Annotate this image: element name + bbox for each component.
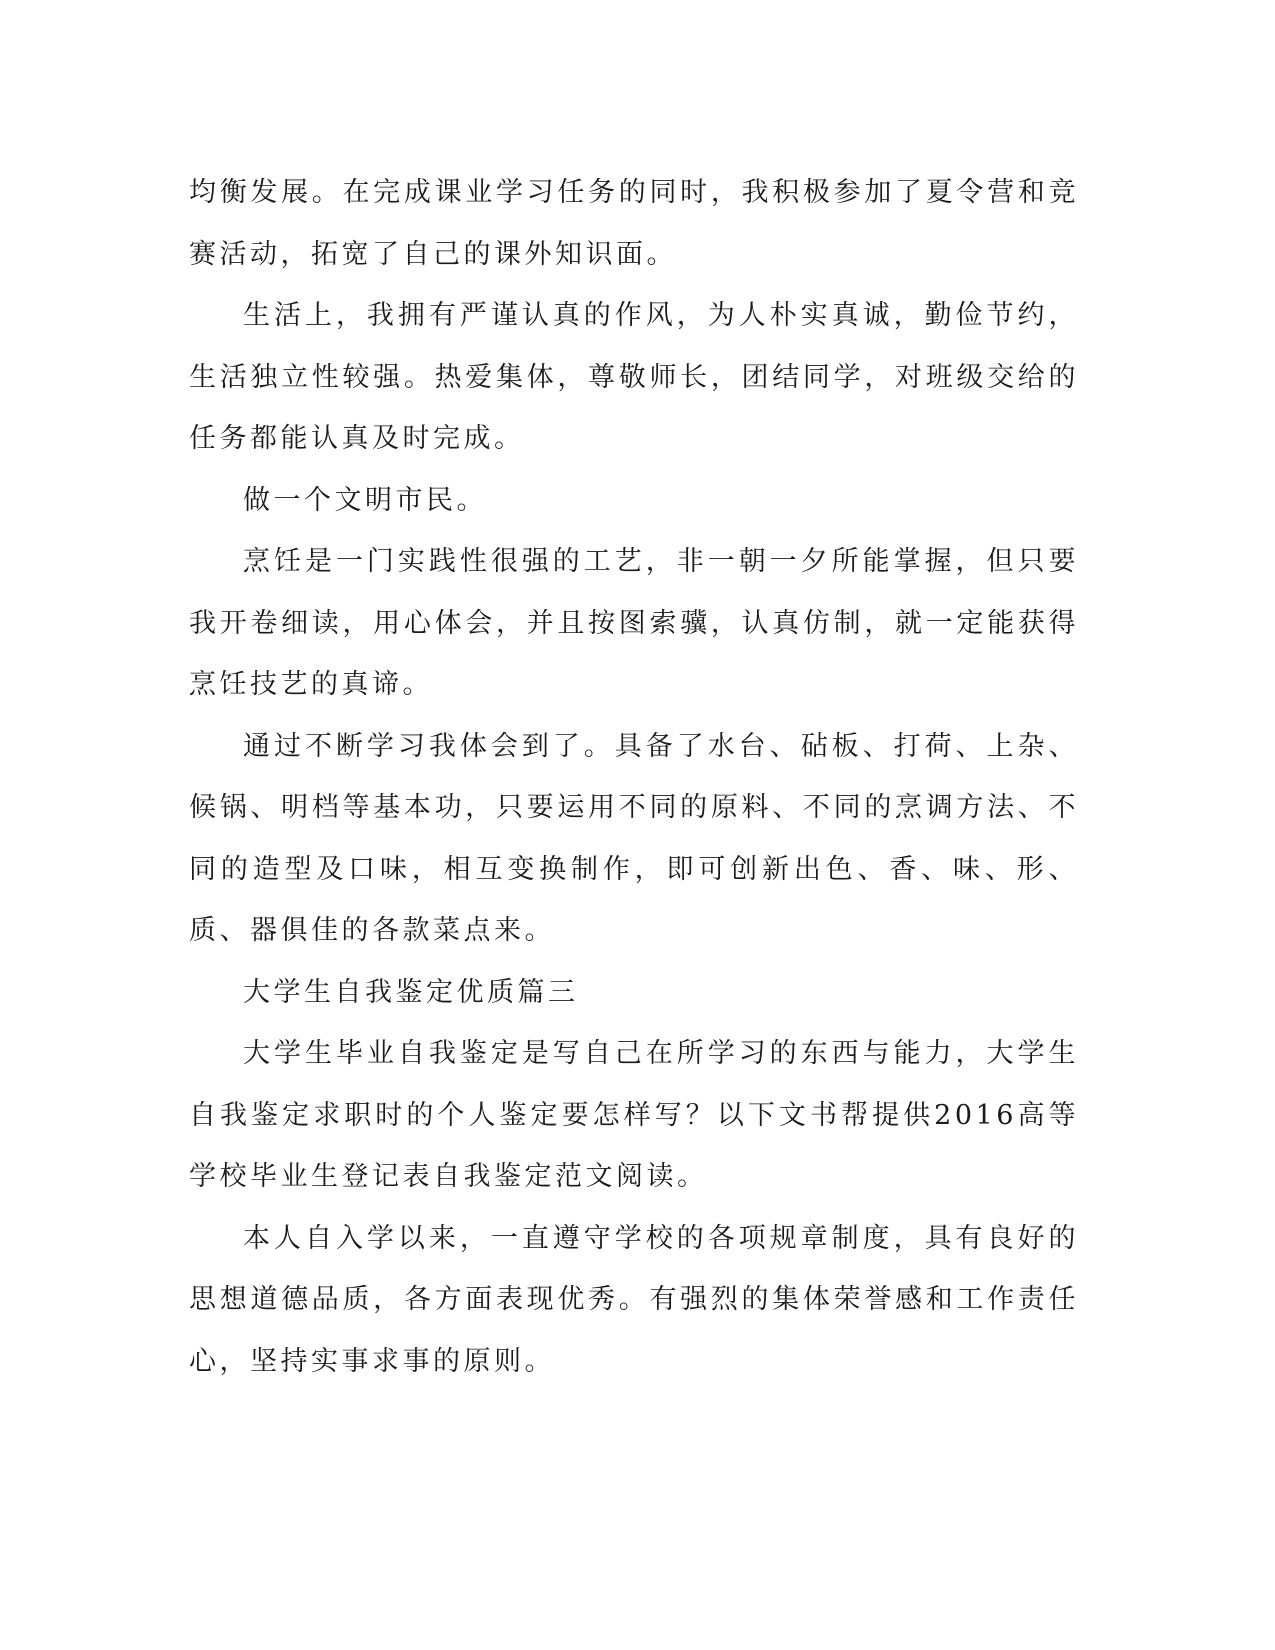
paragraph: 做一个文明市民。 [243, 484, 487, 516]
paragraph: 生活上，我拥有严谨认真的作风，为人朴实真诚，勤俭节约，生活独立性较强。热爱集体，尊敬师长，团结同学，对班级交给的任务都能认真及时完成。 [189, 300, 1079, 454]
paragraph: 大学生毕业自我鉴定是写自己在所学习的东西与能力，大学生自我鉴定求职时的个人鉴定要怎样写？以下文书帮提供2016高等学校毕业生登记表自我鉴定范文阅读。 [189, 1038, 1079, 1192]
section-heading: 大学生自我鉴定优质篇三 [243, 976, 579, 1008]
paragraph: 本人自入学以来，一直遵守学校的各项规章制度，具有良好的思想道德品质，各方面表现优秀。有强烈的集体荣誉感和工作责任心，坚持实事求事的原则。 [189, 1222, 1079, 1377]
paragraph: 均衡发展。在完成课业学习任务的同时，我积极参加了夏令营和竞赛活动，拓宽了自己的课外知识面。 [189, 177, 1079, 270]
paragraph: 烹饪是一门实践性很强的工艺，非一朝一夕所能掌握，但只要我开卷细读，用心体会，并且按图索骥，认真仿制，就一定能获得烹饪技艺的真谛。 [189, 546, 1079, 700]
document-body [189, 162, 1079, 1392]
paragraph: 通过不断学习我体会到了。具备了水台、砧板、打荷、上杂、候锅、明档等基本功，只要运用不同的原料、不同的烹调方法、不同的造型及口味，相互变换制作，即可创新出色、香、味、形、质、器俱佳的各款菜点来。 [189, 730, 1079, 946]
